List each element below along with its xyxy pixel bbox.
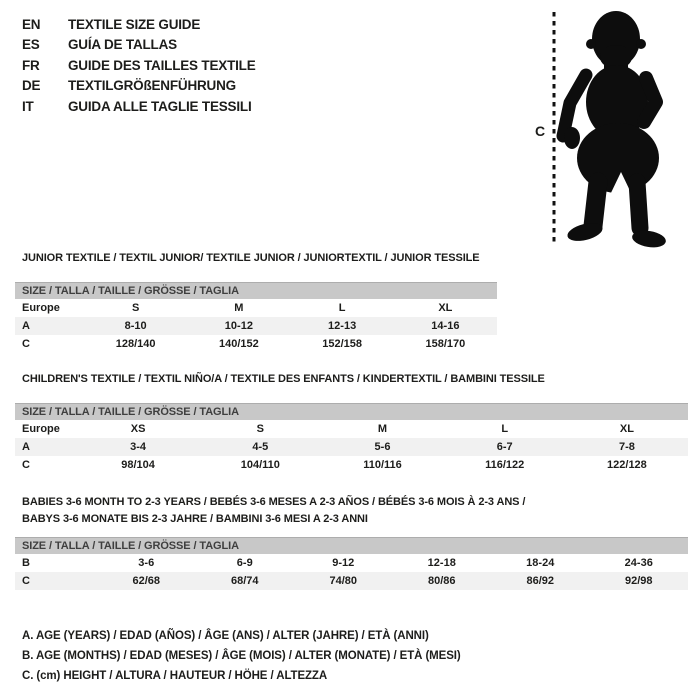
table-row xyxy=(15,420,688,438)
table-row xyxy=(15,456,688,474)
legend-line: A. AGE (YEARS) / EDAD (AÑOS) / ÂGE (ANS) / ALTER (JAHRE) / ETÀ (ANNI) xyxy=(22,630,429,642)
table-row xyxy=(15,438,688,456)
table-title-line: CHILDREN'S TEXTILE / TEXTIL NIÑO/A / TEXTILE DES ENFANTS / KINDERTEXTIL / BAMBINI TESSILE xyxy=(22,373,545,385)
legend xyxy=(22,626,461,686)
table-cell: 122/128 xyxy=(607,459,647,471)
table-body xyxy=(15,420,688,474)
row-label: B xyxy=(22,557,30,569)
table-cell: 24-36 xyxy=(624,557,653,569)
table-cell: 14-16 xyxy=(431,320,460,332)
table-title-line: BABIES 3-6 MONTH TO 2-3 YEARS / BEBÉS 3-6 MESES A 2-3 AÑOS / BÉBÉS 3-6 MOIS À 2-3 ANS / xyxy=(22,496,526,508)
table-cell: M xyxy=(377,423,388,435)
table-cell: L xyxy=(338,302,346,314)
size-header-bar: SIZE / TALLA / TAILLE / GRÖSSE / TAGLIA xyxy=(15,537,688,554)
figure-area xyxy=(0,0,700,260)
table-cell: 158/170 xyxy=(425,338,466,350)
babies-textile-table xyxy=(15,494,688,590)
row-label: A xyxy=(22,441,30,453)
table-cell: 12-18 xyxy=(427,557,456,569)
table-body xyxy=(15,554,688,590)
table-cell: 140/152 xyxy=(218,338,259,350)
height-measure-label: C xyxy=(535,123,546,139)
table-row xyxy=(15,335,497,353)
table-cell: 7-8 xyxy=(618,441,635,453)
table-cell: 62/68 xyxy=(132,575,161,587)
language-code: IT xyxy=(22,98,34,114)
language-title: GUIDE DES TAILLES TEXTILE xyxy=(68,57,256,73)
legend-line: C. (cm) HEIGHT / ALTURA / HAUTEUR / HÖHE / ALTEZZA xyxy=(22,670,328,682)
language-title: TEXTILE SIZE GUIDE xyxy=(68,16,201,32)
language-code: ES xyxy=(22,37,40,53)
size-header-bar: SIZE / TALLA / TAILLE / GRÖSSE / TAGLIA xyxy=(15,403,688,420)
table-cell: S xyxy=(131,302,140,314)
row-label: Europe xyxy=(22,302,60,314)
table-cell: 110/116 xyxy=(363,459,402,471)
table-cell: 74/80 xyxy=(329,575,358,587)
table-cell: XL xyxy=(619,423,634,435)
table-cell: XS xyxy=(130,423,146,435)
language-code: FR xyxy=(22,57,40,73)
table-cell: 104/110 xyxy=(240,459,280,471)
table-row xyxy=(15,572,688,590)
table-cell: 152/158 xyxy=(322,338,362,350)
table-cell: 68/74 xyxy=(230,575,259,587)
table-cell: 4-5 xyxy=(252,441,269,453)
table-cell: 92/98 xyxy=(624,575,653,587)
table-cell: 6-9 xyxy=(236,557,253,569)
language-title: GUIDA ALLE TAGLIE TESSILI xyxy=(68,98,252,114)
legend-line: B. AGE (MONTHS) / EDAD (MESES) / ÂGE (MOIS) / ALTER (MONATE) / ETÀ (MESI) xyxy=(22,650,461,662)
table-cell: 10-12 xyxy=(224,320,253,332)
table-cell: 98/104 xyxy=(121,459,155,471)
table-cell: L xyxy=(501,423,509,435)
table-row xyxy=(15,317,497,335)
row-label: C xyxy=(22,459,30,471)
table-body xyxy=(15,299,497,353)
language-code: EN xyxy=(22,16,41,32)
table-cell: XL xyxy=(438,302,453,314)
table-cell: 86/92 xyxy=(526,575,555,587)
table-cell: M xyxy=(234,302,244,314)
row-label: C xyxy=(22,338,30,350)
table-cell: 3-4 xyxy=(130,441,147,453)
junior-textile-table xyxy=(15,250,497,353)
table-title xyxy=(22,494,688,528)
table-cell: 128/140 xyxy=(115,338,156,350)
language-title: GUÍA DE TALLAS xyxy=(68,37,177,53)
language-title: TEXTILGRÖßENFÜHRUNG xyxy=(68,78,236,94)
children-textile-table xyxy=(15,371,688,474)
table-cell: 116/122 xyxy=(485,459,525,471)
row-label: C xyxy=(22,575,30,587)
table-cell: 3-6 xyxy=(138,557,155,569)
table-title-line: JUNIOR TEXTILE / TEXTIL JUNIOR/ TEXTILE JUNIOR / JUNIORTEXTIL / JUNIOR TESSILE xyxy=(22,252,480,264)
table-title-line: BABYS 3-6 MONATE BIS 2-3 JAHRE / BAMBINI 3-6 MESI A 2-3 ANNI xyxy=(22,513,368,525)
table-cell: 80/86 xyxy=(427,575,456,587)
table-cell: 12-13 xyxy=(328,320,357,332)
row-label: Europe xyxy=(22,423,60,435)
table-title xyxy=(22,250,497,267)
table-title xyxy=(22,371,688,388)
table-cell: 5-6 xyxy=(374,441,391,453)
table-row xyxy=(15,299,497,317)
baby-silhouette-icon xyxy=(563,11,667,250)
language-code: DE xyxy=(22,78,41,94)
table-cell: 18-24 xyxy=(526,557,555,569)
table-row xyxy=(15,554,688,572)
row-label: A xyxy=(22,320,30,332)
table-cell: 9-12 xyxy=(332,557,355,569)
size-header-bar: SIZE / TALLA / TAILLE / GRÖSSE / TAGLIA xyxy=(15,282,497,299)
table-cell: 6-7 xyxy=(496,441,513,453)
table-cell: S xyxy=(256,423,264,435)
table-cell: 8-10 xyxy=(124,320,147,332)
